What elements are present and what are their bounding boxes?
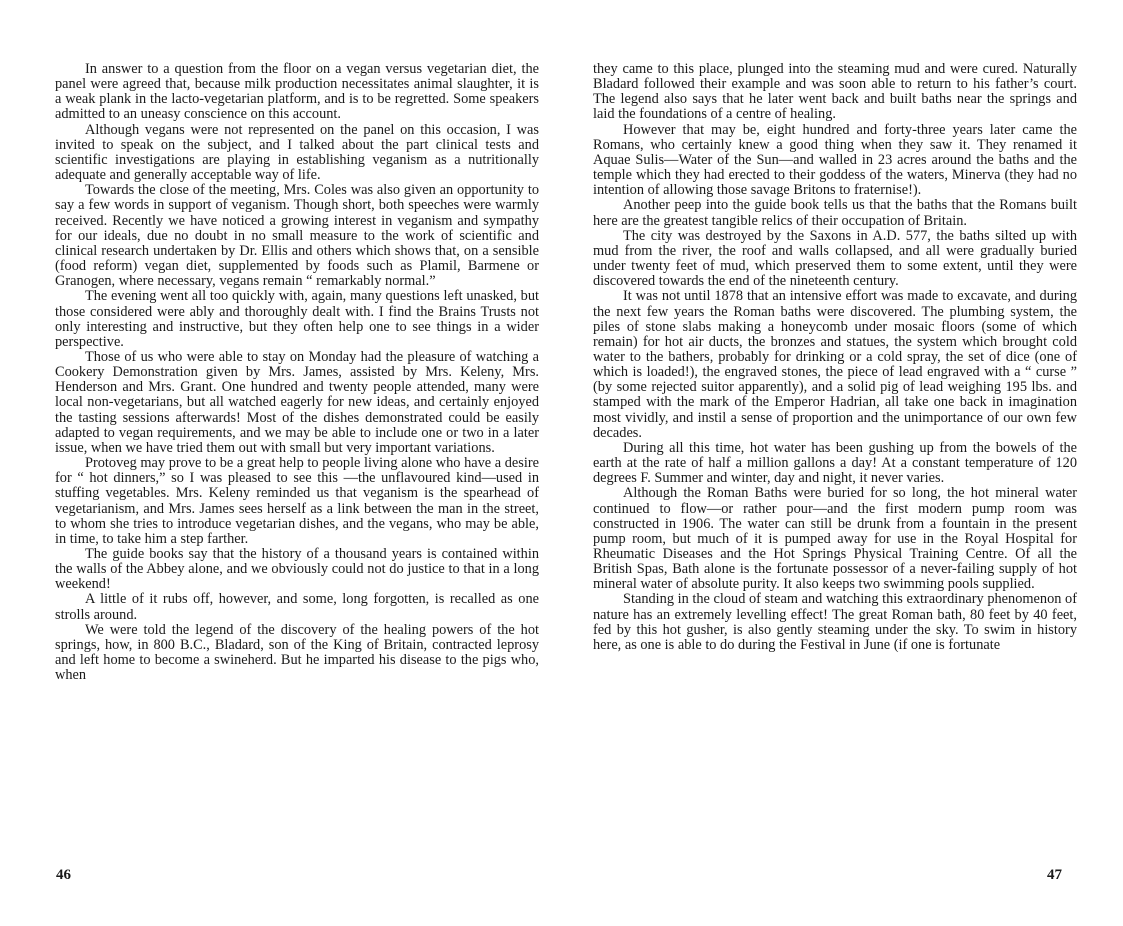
paragraph: Although the Roman Baths were buried for so long, the hot mineral water continued to flow—or rather pour—and the first modern pump room was constructed in 1906. The water can still be drunk from a fountain in the present pump room, but much of it is pumped away for use in the Royal Hospital for Rheumatic Diseases and the Hot Springs Physical Training Centre. Of all the British Spas, Bath alone is the fortunate possessor of a never-failing supply of hot mineral water of absolute purity. It also keeps two swimming pools supplied. <box>593 485 1077 593</box>
paragraph: Although vegans were not represented on the panel on this occasion, I was invited to speak on the subject, and I talked about the part clinical tests and scientific investigations are playing in establishing veganism as a nutritionally adequate and generally acceptable way of life. <box>55 121 539 184</box>
paragraph: Standing in the cloud of steam and watching this extraordinary phenomenon of nature has an extremely levelling effect! The great Roman bath, 80 feet by 40 feet, fed by this hot gusher, is also gently steaming under the sky. To swim in history here, as one is able to do during the Festival in June (if one is fortunate <box>593 591 1077 653</box>
paragraph: The guide books say that the history of a thousand years is contained within the walls of the Abbey alone, and we obviously could not do justice to that in a long weekend! <box>55 546 539 593</box>
paragraph: The evening went all too quickly with, again, many questions left unasked, but those considered were ably and thoroughly dealt with. I find the Brains Trusts not only interesting and instructive, but they often help one to see things in a wider perspective. <box>55 288 539 350</box>
paragraph: We were told the legend of the discovery of the healing powers of the hot springs, how, in 800 B.C., Bladard, son of the King of Britain, contracted leprosy and left home to become a swineherd. But he imparted his disease to the pigs who, when <box>55 621 539 684</box>
page-number: 46 <box>56 867 71 883</box>
paragraph: Those of us who were able to stay on Monday had the pleasure of watching a Cookery Demonstration given by Mrs. James, assisted by Mrs. Keleny, Mrs. Henderson and Mrs. Grant. One hundred and twenty people attended, many were local non-vegetarians, but all watched eagerly for new ideas, and certainly enjoyed the tasting sessions afterwards! Most of the dishes demonstrated could be easily adapted to vegan requirements, and we may be able to include one or two in a later issue, when we have tried them out with small but very important variations. <box>55 348 539 456</box>
paragraph: During all this time, hot water has been gushing up from the bowels of the earth at the rate of half a million gallons a day! At a constant temperature of 120 degrees F. Summer and winter, day and night, it never varies. <box>593 439 1077 487</box>
paragraph: Protoveg may prove to be a great help to people living alone who have a desire for “ hot dinners,” so I was pleased to see this —the unflavoured kind—used in stuffing vegetables. Mrs. Keleny reminded us that veganism is the spearhead of vegetarianism, and Mrs. James sees herself as a link between the man in the street, to whom she tries to introduce vegetarian dishes, and the vegans, who may be able, in time, to take him a step farther. <box>55 455 539 547</box>
paragraph: In answer to a question from the floor on a vegan versus vegetarian diet, the panel were agreed that, because milk production necessitates animal slaughter, it is a weak plank in the lacto-vegetarian platform, and is to be regretted. Some speakers admitted to an uneasy conscience on this account. <box>55 61 539 123</box>
paragraph-continued: they came to this place, plunged into the steaming mud and were cured. Naturally Bladard followed their example and was soon able to return to his father’s court. The legend also says that he later went back and built baths near the springs and laid the foundations of a centre of healing. <box>593 61 1077 123</box>
paragraph: Another peep into the guide book tells us that the baths that the Romans built here are the greatest tangible relics of their occupation of Britain. <box>593 197 1077 229</box>
right-page-text <box>593 62 1077 653</box>
page-number: 47 <box>1047 867 1062 883</box>
paragraph: Towards the close of the meeting, Mrs. Coles was also given an opportunity to say a few words in support of veganism. Though short, both speeches were warmly received. Recently we have noticed a growing interest in veganism and sympathy for our ideals, due no doubt in no small measure to the work of scientific and clinical research undertaken by Dr. Ellis and others which shows that, on a sensible (food reform) vegan diet, supplemented by foods such as Plamil, Barmene or Granogen, where necessary, vegans remain “ remarkably normal.” <box>55 182 539 290</box>
paragraph: However that may be, eight hundred and forty-three years later came the Romans, who certainly knew a good thing when they saw it. They renamed it Aquae Sulis—Water of the Sun—and walled in 23 acres around the baths and the temple which they had erected to their goddess of the waters, Minerva (they had no intention of allowing those savage Britons to fraternise!). <box>593 121 1077 199</box>
paragraph: A little of it rubs off, however, and some, long forgotten, is recalled as one strolls around. <box>55 591 539 623</box>
paragraph: It was not until 1878 that an intensive effort was made to excavate, and during the next few years the Roman baths were discovered. The plumbing system, the piles of stone slabs making a honeycomb under mosaic floors (some of which remain) for hot air ducts, the bronzes and statues, the system which brought cold water to the bathers, probably for drinking or a cold spray, the set of dice (one of which is loaded!), the engraved stones, the piece of lead engraved with a “ curse ” (by some rejected suitor apparently), and a solid pig of lead weighing 195 lbs. and stamped with the mark of the Emperor Hadrian, all take one back in imagination most vividly, and instil a sense of proportion and the unimportance of our own few decades. <box>593 288 1077 441</box>
paragraph: The city was destroyed by the Saxons in A.D. 577, the baths silted up with mud from the river, the roof and walls collapsed, and all were gradually buried under twenty feet of mud, which preserved them to some extent, until they were discovered towards the end of the nineteenth century. <box>593 227 1077 290</box>
left-page-text <box>55 62 539 683</box>
